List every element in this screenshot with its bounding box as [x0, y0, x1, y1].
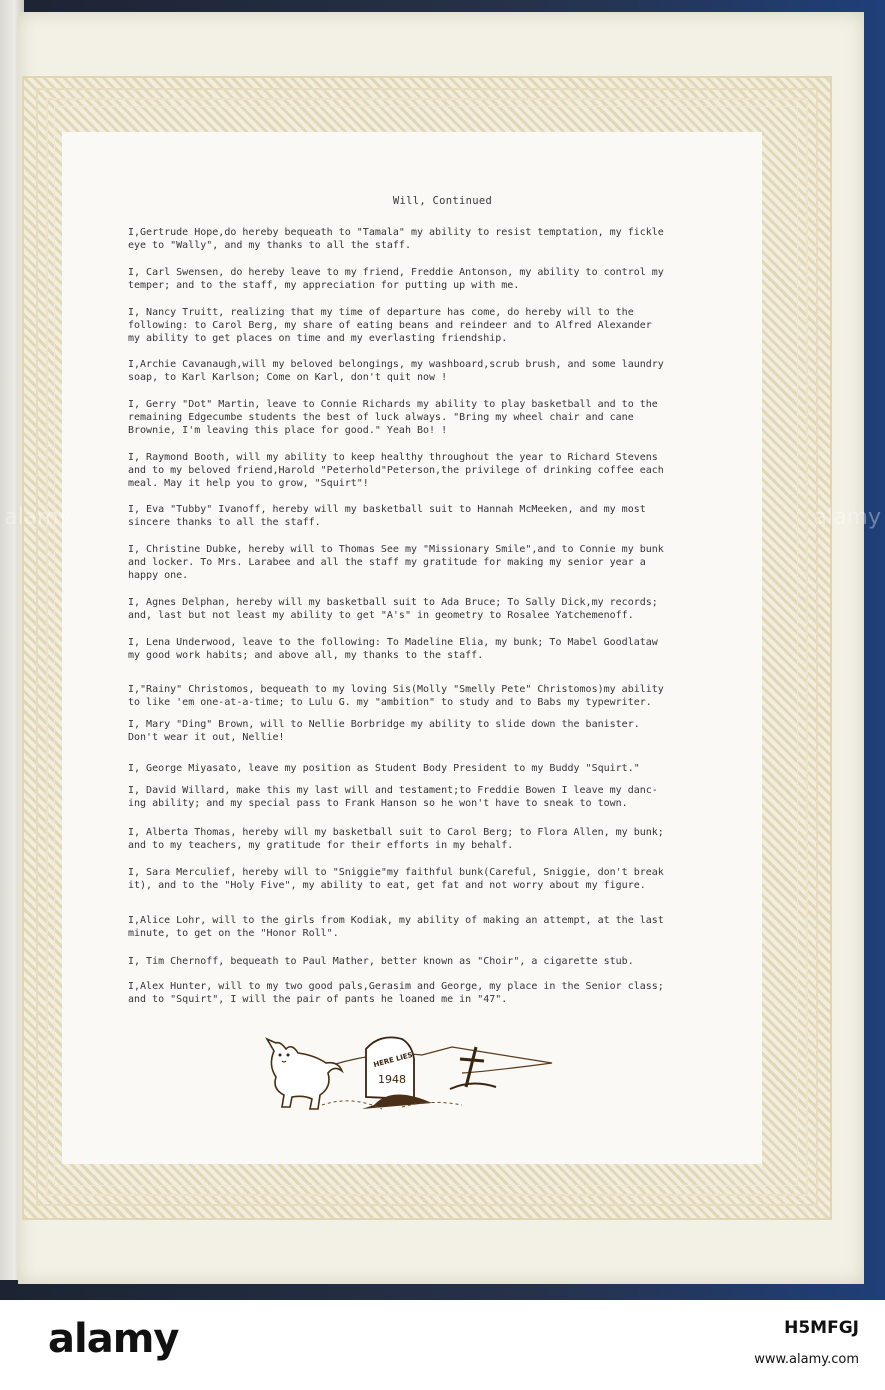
page-title: Will, Continued — [392, 195, 493, 207]
will-paragraph: I, George Miyasato, leave my position as Student Body President to my Buddy "Squirt." — [128, 763, 640, 774]
will-paragraph: I,Gertrude Hope,do hereby bequeath to "Tamala" my ability to resist temptation, my fickle eye to "Wally", and my thanks to all the staff. — [128, 227, 664, 251]
will-paragraph: I, Mary "Ding" Brown, will to Nellie Borbridge my ability to slide down the banister. Don't wear it out, Nellie! — [128, 719, 640, 743]
will-paragraph: I, Eva "Tubby" Ivanoff, hereby will my basketball suit to Hannah McMeeken, and my most sincere thanks to all the staff. — [128, 504, 646, 528]
will-paragraph: I, Gerry "Dot" Martin, leave to Connie Richards my ability to play basketball and to the remaining Edgecumbe students the best of luck always. "Bring my wheel chair and cane Brownie, I'm leaving this place for good." Yeah Bo! ! — [128, 399, 658, 436]
tombstone-text: HERE LIES — [372, 1050, 414, 1070]
will-paragraph: I,Alex Hunter, will to my two good pals,Gerasim and George, my place in the Senior class; and to "Squirt", I will the pair of pants he loaned me in "47". — [128, 981, 664, 1005]
will-paragraph: I, Alberta Thomas, hereby will my basketball suit to Carol Berg; to Flora Allen, my bunk; and to my teachers, my gratitude for their efforts in my behalf. — [128, 827, 664, 851]
will-paragraph: I, Raymond Booth, will my ability to keep healthy throughout the year to Richard Stevens and to my beloved friend,Harold "Peterhold"Peterson,the privilege of drinking coffee each meal. May it help you to grow, "Squirt"! — [128, 452, 664, 489]
watermark-text: alamy — [813, 505, 881, 530]
will-paragraph: I,Alice Lohr, will to the girls from Kodiak, my ability of making an attempt, at the last minute, to get on the "Honor Roll". — [128, 915, 664, 939]
will-paragraph: I, Lena Underwood, leave to the following: To Madeline Elia, my bunk; To Mabel Goodlataw my good work habits; and above all, my thanks to the staff. — [128, 637, 658, 661]
image-id: H5MFGJ — [784, 1318, 859, 1338]
will-paragraph: I,Archie Cavanaugh,will my beloved belongings, my washboard,scrub brush, and some laundry soap, to Karl Karlson; Come on Karl, don't quit now ! — [128, 359, 664, 383]
will-paragraph: I, Nancy Truitt, realizing that my time of departure has come, do hereby will to the following: to Carol Berg, my share of eating beans and reindeer and to Alfred Alexander my ability to get places on time and my everlasting friendship. — [128, 307, 652, 344]
cat-tombstone-illustration — [262, 1025, 562, 1115]
tombstone-year: 1948 — [378, 1073, 406, 1086]
will-paragraph: I, David Willard, make this my last will and testament;to Freddie Bowen I leave my danc- ing ability; and my special pass to Frank Hanson so he won't have to sneak to town. — [128, 785, 658, 809]
watermark-text: alamy — [4, 505, 72, 530]
will-paragraph: I, Agnes Delphan, hereby will my basketball suit to Ada Bruce; To Sally Dick,my records; and, last but not least my ability to get "A's" in geometry to Rosalee Yatchemenoff. — [128, 597, 658, 621]
will-paragraph: I, Carl Swensen, do hereby leave to my friend, Freddie Antonson, my ability to control my temper; and to the staff, my appreciation for putting up with me. — [128, 267, 664, 291]
watermark-overlay — [0, 505, 885, 535]
stock-url: www.alamy.com — [754, 1352, 859, 1367]
will-paragraph: I, Tim Chernoff, bequeath to Paul Mather, better known as "Choir", a cigarette stub. — [128, 956, 634, 967]
will-paragraph: I, Sara Merculief, hereby will to "Sniggie"my faithful bunk(Careful, Sniggie, don't break it), and to the "Holy Five", my ability to eat, get fat and not worry about my figure. — [128, 867, 664, 891]
will-paragraph: I, Christine Dubke, hereby will to Thomas See my "Missionary Smile",and to Connie my bunk and locker. To Mrs. Larabee and all the staff my gratitude for making my senior year a happy one. — [128, 544, 664, 581]
will-paragraph: I,"Rainy" Christomos, bequeath to my loving Sis(Molly "Smelly Pete" Christomos)my ability to like 'em one-at-a-time; to Lulu G. my "ambition" to study and to Babs my typewriter. — [128, 684, 664, 708]
stock-logo: alamy — [48, 1316, 179, 1362]
